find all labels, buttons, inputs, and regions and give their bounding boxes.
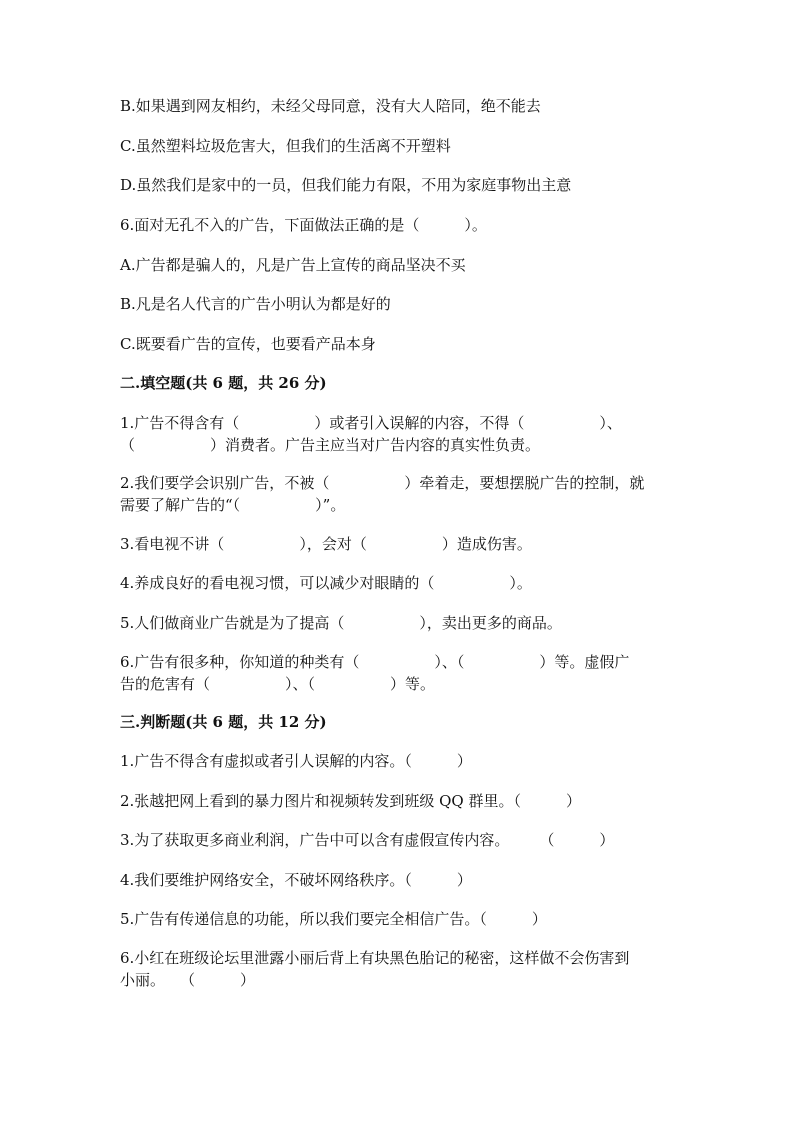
- fill-q1-line1: 1.广告不得含有（ ）或者引入误解的内容，不得（ ）、: [120, 414, 622, 432]
- option-b-ads: B.凡是名人代言的广告小明认为都是好的: [120, 295, 391, 313]
- judge-q6-line2: 小丽。 （ ）: [120, 971, 256, 989]
- option-c-plastic: C.虽然塑料垃圾危害大，但我们的生活离不开塑料: [120, 137, 451, 155]
- option-a-ads: A.广告都是骗人的，凡是广告上宣传的商品坚决不买: [120, 256, 466, 274]
- fill-q3: 3.看电视不讲（ ），会对（ ）造成伤害。: [120, 535, 532, 553]
- fill-q2-line2: 需要了解广告的“（ ）”。: [120, 496, 346, 514]
- judge-q3: 3.为了获取更多商业利润，广告中可以含有虚假宣传内容。 （ ）: [120, 831, 615, 849]
- fill-q4: 4.养成良好的看电视习惯，可以减少对眼睛的（ ）。: [120, 574, 532, 592]
- section-heading-fill-blank: 二.填空题(共 6 题，共 26 分): [120, 374, 327, 392]
- question-6-ads: 6.面对无孔不入的广告，下面做法正确的是（ ）。: [120, 216, 487, 234]
- option-b-meet-netfriend: B.如果遇到网友相约，未经父母同意，没有大人陪同，绝不能去: [120, 97, 541, 115]
- fill-q1-line2: （ ）消费者。广告主应当对广告内容的真实性负责。: [120, 436, 541, 454]
- fill-q6-line1: 6.广告有很多种，你知道的种类有（ ）、（ ）等。虚假广: [120, 653, 630, 671]
- option-c-ads: C.既要看广告的宣传，也要看产品本身: [120, 335, 376, 353]
- section-heading-true-false: 三.判断题(共 6 题，共 12 分): [120, 713, 327, 731]
- judge-q4: 4.我们要维护网络安全，不破坏网络秩序。（ ）: [120, 871, 472, 889]
- fill-q5: 5.人们做商业广告就是为了提高（ ），卖出更多的商品。: [120, 614, 562, 632]
- judge-q2: 2.张越把网上看到的暴力图片和视频转发到班级 QQ 群里。（ ）: [120, 792, 581, 810]
- judge-q1: 1.广告不得含有虚拟或者引人误解的内容。（ ）: [120, 752, 472, 770]
- judge-q5: 5.广告有传递信息的功能，所以我们要完全相信广告。（ ）: [120, 910, 547, 928]
- judge-q6-line1: 6.小红在班级论坛里泄露小丽后背上有块黑色胎记的秘密，这样做不会伤害到: [120, 949, 630, 967]
- fill-q6-line2: 告的危害有（ ）、（ ）等。: [120, 675, 436, 693]
- option-d-family: D.虽然我们是家中的一员，但我们能力有限，不用为家庭事物出主意: [120, 176, 572, 194]
- fill-q2-line1: 2.我们要学会识别广告，不被（ ）牵着走，要想摆脱广告的控制，就: [120, 474, 645, 492]
